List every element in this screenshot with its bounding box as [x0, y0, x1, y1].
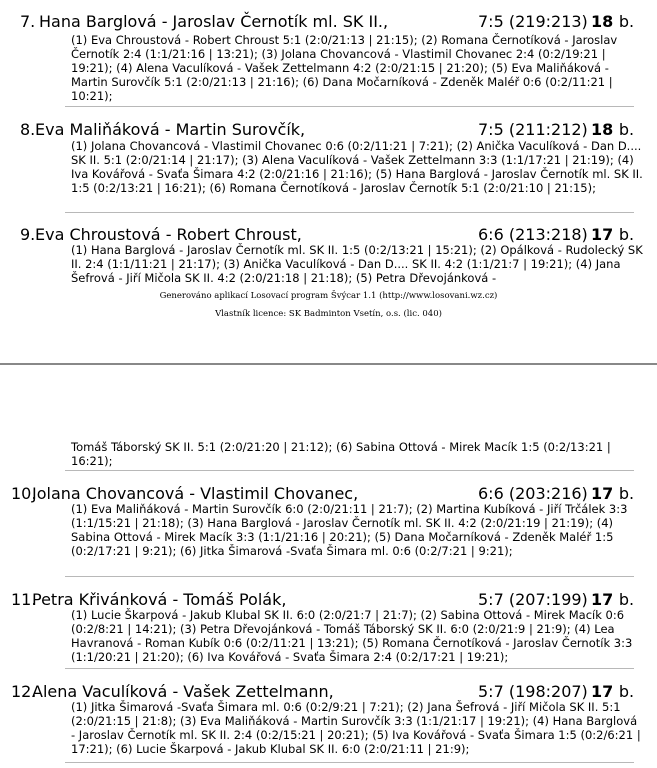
match-details: (1) Hana Barglová - Jaroslav Černotík ml. SK II. 1:5 (0:2/13:21 | 15:21); (2) Opálková - Rudolecký SK II. 2:4 (1:1/11:21 | 21:17); (3) Anička Vaculíková - Dan D.... SK II. 4:2 (1:1/21:7 | 19:21); (4) Jana Šefrová - Jiří Mičola SK II. 4:2 (2:0/21:18 | 21:18); (5) Petra Dřevojánková - — [71, 243, 643, 285]
match-details: (1) Eva Chroustová - Robert Chroust 5:1 (2:0/21:13 | 21:15); (2) Romana Černotíková - Jaroslav Černotík 2:4 (1:1/21:16 | 13:21); (3) Jolana Chovancová - Vlastimil Chovanec 2:4 (0:2/19:21 | 19:21); (4) Alena Vaculíková - Vašek Zettelmann 4:2 (2:0/21:15 | 21:20); (5) Eva Maliňáková - Martin Surovčík 5:1 (2:0/21:13 | 21:16); (6) Dana Močarníková - Zdeněk Maléř 0:6 (0:2/11:21 | 10:21); — [71, 33, 618, 103]
rank: 8. — [20, 120, 36, 139]
page-break — [0, 363, 657, 365]
divider — [65, 212, 634, 213]
score: 6:6 (213:218) — [478, 225, 588, 244]
points: 18 b. — [591, 12, 635, 31]
pair-name: Eva Chroustová - Robert Chroust, — [35, 225, 302, 244]
license-note: Vlastník licence: SK Badminton Vsetín, o.s. (lic. 040) — [215, 309, 442, 319]
divider — [65, 762, 634, 763]
score: 7:5 (211:212) — [478, 120, 588, 139]
pair-name: Alena Vaculíková - Vašek Zettelmann, — [32, 682, 334, 701]
match-details: (1) Jitka Šimarová -Svaťa Šimara ml. 0:6 (0:2/9:21 | 7:21); (2) Jana Šefrová - Jiří Mičola SK II. 5:1 (2:0/21:15 | 21:8); (3) Eva Maliňáková - Martin Surovčík 3:3 (1:1/21:17 | 19:21); (4) Hana Barglová - Jaroslav Černotík ml. SK II. 2:4 (0:2/15:21 | 20:21); (5) Iva Kovářová - Svaťa Šimara 1:5 (0:2/6:21 | 17:21); (6) Lucie Škarpová - Jakub Klubal SK II. 6:0 (2:0/21:11 | 21:9); — [71, 700, 641, 756]
score: 5:7 (207:199) — [478, 590, 588, 609]
points: 17 b. — [591, 484, 635, 503]
divider — [65, 106, 634, 107]
points: 17 b. — [591, 225, 635, 244]
score: 6:6 (203:216) — [478, 484, 588, 503]
pair-name: Hana Barglová - Jaroslav Černotík ml. SK II., — [39, 12, 389, 31]
match-details: (1) Jolana Chovancová - Vlastimil Chovanec 0:6 (0:2/11:21 | 7:21); (2) Anička Vaculíková - Dan D.... SK II. 5:1 (2:0/21:14 | 21:17); (3) Alena Vaculíková - Vašek Zettelmann 3:3 (1:1/17:21 | 21:19); (4) Iva Kovářová - Svaťa Šimara 4:2 (2:0/21:16 | 21:16); (5) Hana Barglová - Jaroslav Černotík ml. SK II. 1:5 (0:2/13:21 | 16:21); (6) Romana Černotíková - Jaroslav Černotík 5:1 (2:0/21:10 | 21:15); — [71, 139, 643, 195]
generator-note: Generováno aplikací Losovací program Švýcar 1.1 (http://www.losovani.wz.cz) — [159, 291, 498, 301]
score: 5:7 (198:207) — [478, 682, 588, 701]
divider — [65, 470, 634, 471]
pair-name: Jolana Chovancová - Vlastimil Chovanec, — [32, 484, 359, 503]
points: 17 b. — [591, 682, 635, 701]
points: 17 b. — [591, 590, 635, 609]
rank: 11. — [11, 590, 37, 609]
points: 18 b. — [591, 120, 635, 139]
match-details-continued: Tomáš Táborský SK II. 5:1 (2:0/21:20 | 21:12); (6) Sabina Ottová - Mirek Macík 1:5 (0:2/13:21 | 16:21); — [71, 440, 611, 468]
pair-name: Eva Maliňáková - Martin Surovčík, — [35, 120, 306, 139]
score: 7:5 (219:213) — [478, 12, 588, 31]
divider — [65, 576, 634, 577]
divider — [65, 668, 634, 669]
rank: 10. — [11, 484, 37, 503]
match-details: (1) Lucie Škarpová - Jakub Klubal SK II. 6:0 (2:0/21:7 | 21:7); (2) Sabina Ottová - Mirek Macík 0:6 (0:2/8:21 | 14:21); (3) Petra Dřevojánková - Tomáš Táborský SK II. 6:0 (2:0/21:9 | 21:9); (4) Lea Havranová - Roman Kubík 0:6 (0:2/11:21 | 13:21); (5) Romana Černotíková - Jaroslav Černotík 3:3 (1:1/20:21 | 21:20); (6) Iva Kovářová - Svaťa Šimara 2:4 (0:2/17:21 | 19:21); — [71, 608, 633, 664]
rank: 12. — [11, 682, 37, 701]
pair-name: Petra Křivánková - Tomáš Polák, — [32, 590, 287, 609]
match-details: (1) Eva Maliňáková - Martin Surovčík 6:0 (2:0/21:11 | 21:7); (2) Martina Kubíková - Jiří Trčálek 3:3 (1:1/15:21 | 21:18); (3) Hana Barglová - Jaroslav Černotík ml. SK II. 4:2 (2:0/21:19 | 21:19); (4) Sabina Ottová - Mirek Macík 3:3 (1:1/21:16 | 20:21); (5) Dana Močarníková - Zdeněk Maléř 1:5 (0:2/17:21 | 9:21); (6) Jitka Šimarová -Svaťa Šimara ml. 0:6 (0:2/7:21 | 9:21); — [71, 502, 628, 558]
rank: 7. — [20, 12, 36, 31]
rank: 9. — [20, 225, 36, 244]
